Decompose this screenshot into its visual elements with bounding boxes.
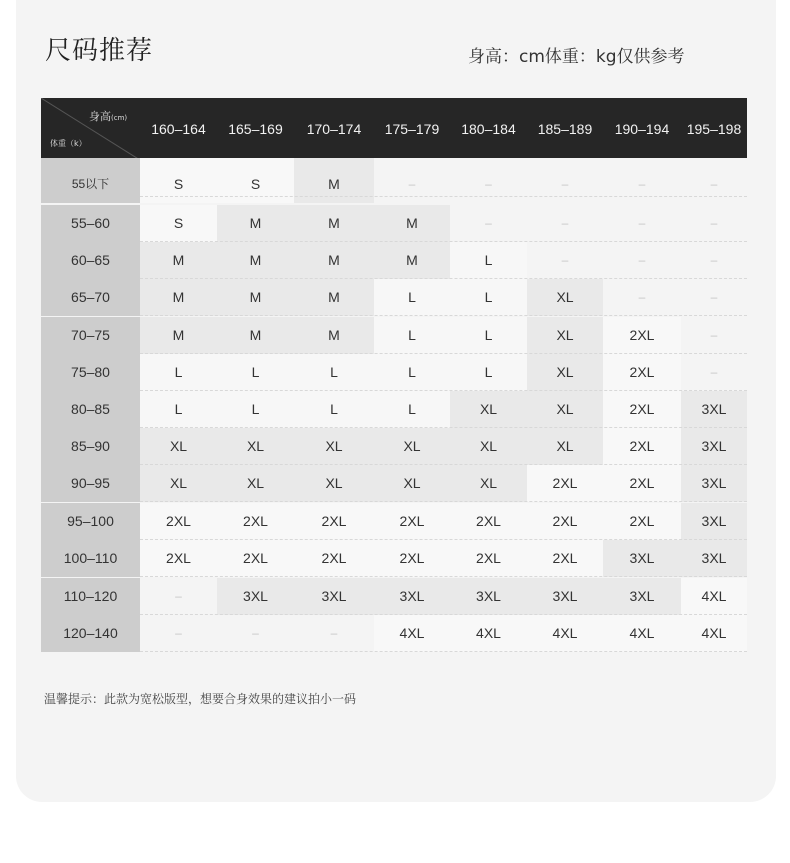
size-cell: 3XL — [294, 578, 374, 615]
size-cell: 2XL — [374, 540, 450, 577]
table-row — [41, 615, 747, 652]
size-cell: XL — [450, 465, 527, 502]
size-cell: L — [374, 354, 450, 391]
size-cell: – — [681, 205, 747, 242]
size-cell: 2XL — [294, 540, 374, 577]
weight-row-header: 65–70 — [41, 279, 140, 316]
weight-row-header: 55以下 — [41, 158, 140, 203]
size-cell: XL — [374, 465, 450, 502]
size-cell: – — [681, 242, 747, 279]
table-row — [41, 242, 747, 279]
row-divider — [140, 315, 747, 316]
size-cell: M — [217, 242, 294, 279]
size-cell: 2XL — [603, 391, 681, 428]
size-cell: L — [294, 354, 374, 391]
table-row — [41, 354, 747, 391]
size-cell: S — [140, 205, 217, 242]
weight-row-header: 70–75 — [41, 317, 140, 354]
height-col-header: 190–194 — [614, 121, 670, 137]
size-cell: M — [374, 205, 450, 242]
size-cell: – — [140, 578, 217, 615]
size-cell: XL — [294, 465, 374, 502]
weight-row-header: 60–65 — [41, 242, 140, 279]
table-row — [41, 503, 747, 540]
height-axis-label: 身高(cm) — [89, 110, 128, 123]
size-cell: – — [527, 158, 603, 203]
size-cell: L — [140, 391, 217, 428]
weight-row-header: 85–90 — [41, 428, 140, 465]
size-cell: 2XL — [527, 503, 603, 540]
weight-row-header: 95–100 — [41, 503, 140, 540]
table-row — [41, 465, 747, 502]
size-cell: M — [140, 317, 217, 354]
size-cell: M — [294, 279, 374, 316]
size-cell: – — [450, 205, 527, 242]
size-cell: 2XL — [374, 503, 450, 540]
table-row — [41, 160, 747, 197]
size-cell: 3XL — [527, 578, 603, 615]
size-cell: – — [294, 615, 374, 652]
size-cell: S — [140, 158, 217, 203]
size-cell: 2XL — [450, 540, 527, 577]
size-cell: 3XL — [450, 578, 527, 615]
size-cell: XL — [450, 428, 527, 465]
size-cell: XL — [450, 391, 527, 428]
size-cell: M — [140, 279, 217, 316]
size-cell: – — [681, 354, 747, 391]
size-cell: – — [217, 615, 294, 652]
size-cell: 2XL — [140, 540, 217, 577]
size-cell: – — [374, 158, 450, 203]
size-cell: XL — [217, 465, 294, 502]
height-col-header: 160–164 — [151, 121, 206, 137]
size-cell: 2XL — [603, 354, 681, 391]
size-cell: 3XL — [374, 578, 450, 615]
size-cell: L — [374, 317, 450, 354]
size-cell: 2XL — [527, 540, 603, 577]
size-cell: 3XL — [603, 578, 681, 615]
size-cell: – — [603, 242, 681, 279]
size-cell: – — [681, 317, 747, 354]
size-cell: S — [217, 158, 294, 203]
size-cell: M — [294, 317, 374, 354]
size-cell: XL — [527, 354, 603, 391]
size-cell: 2XL — [603, 465, 681, 502]
height-col-header: 180–184 — [461, 121, 516, 137]
size-cell: – — [140, 615, 217, 652]
size-cell: L — [374, 391, 450, 428]
table-row — [41, 317, 747, 354]
size-cell: M — [294, 205, 374, 242]
height-col-header: 175–179 — [384, 121, 440, 137]
weight-axis-label: 体重（k） — [50, 139, 87, 148]
size-cell: 3XL — [681, 391, 747, 428]
weight-row-header: 90–95 — [41, 465, 140, 502]
header-corner — [41, 98, 140, 160]
table-row — [41, 205, 747, 242]
size-cell: 4XL — [450, 615, 527, 652]
size-cell: – — [450, 158, 527, 203]
size-cell: L — [450, 242, 527, 279]
size-cell: XL — [217, 428, 294, 465]
table-row — [41, 540, 747, 577]
weight-row-header: 100–110 — [41, 540, 140, 577]
size-cell: L — [450, 317, 527, 354]
weight-row-header: 75–80 — [41, 354, 140, 391]
size-cell: – — [681, 158, 747, 203]
size-cell: 2XL — [527, 465, 603, 502]
row-divider — [140, 576, 747, 577]
size-cell: – — [527, 205, 603, 242]
size-cell: L — [450, 279, 527, 316]
size-cell: M — [374, 242, 450, 279]
size-cell: – — [603, 205, 681, 242]
size-cell: 2XL — [217, 503, 294, 540]
size-cell: XL — [527, 317, 603, 354]
size-cell: M — [294, 242, 374, 279]
size-cell: 4XL — [681, 615, 747, 652]
size-cell: 2XL — [603, 428, 681, 465]
size-cell: 3XL — [681, 540, 747, 577]
height-col-header: 195–198 — [686, 121, 742, 137]
row-divider — [140, 651, 747, 652]
size-cell: 4XL — [374, 615, 450, 652]
weight-row-header: 110–120 — [41, 578, 140, 615]
table-header — [41, 98, 747, 160]
size-cell: L — [140, 354, 217, 391]
size-cell: 2XL — [294, 503, 374, 540]
size-cell: L — [217, 391, 294, 428]
size-cell: 3XL — [217, 578, 294, 615]
size-cell: 3XL — [603, 540, 681, 577]
size-cell: 3XL — [681, 428, 747, 465]
size-cell: 3XL — [681, 465, 747, 502]
size-cell: M — [217, 317, 294, 354]
size-cell: M — [294, 158, 374, 203]
size-cell: 4XL — [681, 578, 747, 615]
height-col-header: 165–169 — [228, 121, 283, 137]
size-cell: 2XL — [217, 540, 294, 577]
page-title: 尺码推荐 — [45, 36, 154, 66]
weight-row-header: 55–60 — [41, 205, 140, 242]
size-cell: – — [603, 158, 681, 203]
table-row — [41, 391, 747, 428]
size-cell: M — [217, 205, 294, 242]
size-cell: L — [450, 354, 527, 391]
size-cell: M — [217, 279, 294, 316]
size-cell: 2XL — [603, 503, 681, 540]
height-col-header: 170–174 — [306, 121, 362, 137]
size-cell: 3XL — [681, 503, 747, 540]
size-cell: XL — [527, 428, 603, 465]
size-cell: 2XL — [603, 317, 681, 354]
size-cell: XL — [527, 391, 603, 428]
size-cell: M — [140, 242, 217, 279]
weight-row-header: 120–140 — [41, 615, 140, 652]
size-cell: 2XL — [450, 503, 527, 540]
tip-note: 温馨提示：此款为宽松版型，想要合身效果的建议拍小一码 — [44, 692, 357, 706]
size-cell: L — [294, 391, 374, 428]
size-cell: XL — [294, 428, 374, 465]
size-cell: – — [603, 279, 681, 316]
row-divider — [140, 196, 747, 197]
size-cell: XL — [374, 428, 450, 465]
size-cell: XL — [140, 428, 217, 465]
size-cell: 2XL — [140, 503, 217, 540]
size-cell: – — [681, 279, 747, 316]
size-cell: – — [527, 242, 603, 279]
size-cell: XL — [527, 279, 603, 316]
size-cell: 4XL — [527, 615, 603, 652]
row-divider — [140, 501, 747, 502]
table-row — [41, 578, 747, 615]
size-cell: L — [217, 354, 294, 391]
height-col-header: 185–189 — [537, 121, 593, 137]
weight-row-header: 80–85 — [41, 391, 140, 428]
table-row — [41, 428, 747, 465]
table-row — [41, 279, 747, 316]
size-cell: XL — [140, 465, 217, 502]
unit-subtitle: 身高：cm体重：kg仅供参考 — [468, 47, 685, 67]
size-cell: L — [374, 279, 450, 316]
size-cell: 4XL — [603, 615, 681, 652]
